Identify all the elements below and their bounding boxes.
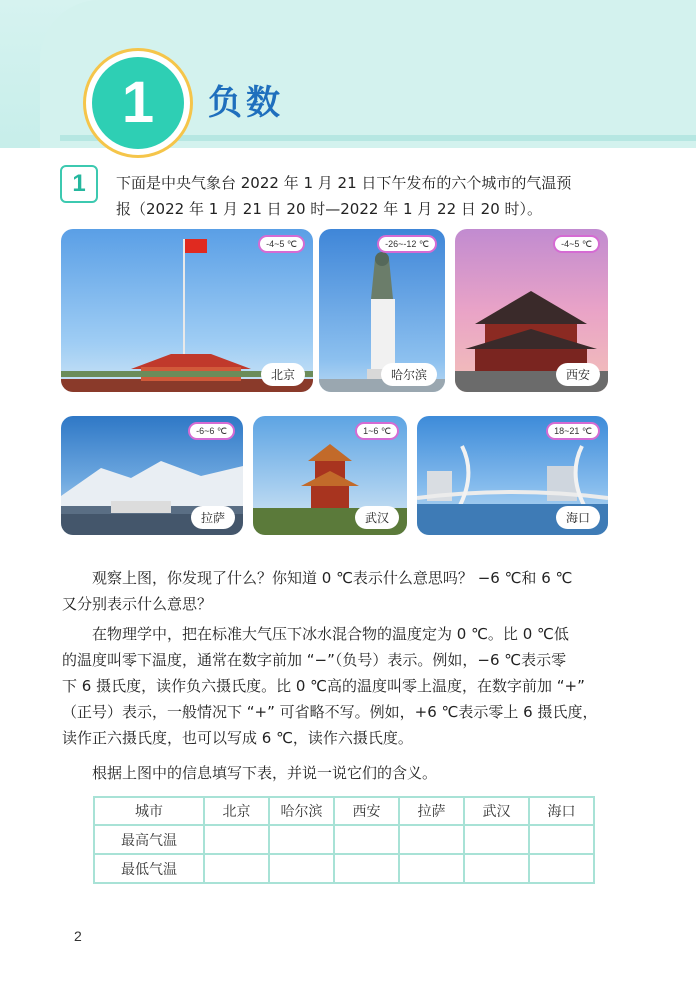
table-header-cell: 武汉 [464,797,529,825]
paragraph-definition-line-5: 读作正六摄氏度，也可以写成 6 ℃，读作六摄氏度。 [62,729,413,747]
city-tag-lhasa: 拉萨 [191,506,235,529]
photo-beijing [61,229,313,392]
photo-xian [455,229,608,392]
chapter-number-badge [92,57,184,149]
chapter-title: 负数 [208,83,284,123]
paragraph-definition-line-3: 下 6 摄氏度，读作负六摄氏度。比 0 ℃高的温度叫零上温度，在数字前加 “+” [62,677,585,695]
table-input-cell[interactable] [529,854,594,883]
question-text-line-1: 下面是中央气象台 2022 年 1 月 21 日下午发布的六个城市的气温预 [116,174,572,192]
table-header-cell: 拉萨 [399,797,464,825]
table-input-cell[interactable] [334,825,399,854]
temp-tag-beijing: -4~5 ℃ [258,235,305,253]
temperature-table [93,796,595,884]
photo-harbin [319,229,445,392]
table-input-cell[interactable] [399,825,464,854]
city-tag-wuhan: 武汉 [355,506,399,529]
paragraph-observe [62,565,638,617]
city-tag-harbin: 哈尔滨 [381,363,437,386]
paragraph-definition-line-1: 在物理学中，把在标准大气压下冰水混合物的温度定为 0 ℃。比 0 ℃低 [92,625,569,643]
table-input-cell[interactable] [399,854,464,883]
paragraph-definition [62,621,638,751]
photo-haikou [417,416,608,535]
paragraph-observe-line-2: 又分别表示什么意思？ [62,595,213,613]
city-tag-haikou: 海口 [556,506,600,529]
question-number-badge [60,165,98,203]
table-input-cell[interactable] [269,825,334,854]
photo-lhasa [61,416,243,535]
temp-tag-haikou: 18~21 ℃ [546,422,600,440]
table-input-cell[interactable] [464,825,529,854]
city-tag-beijing: 北京 [261,363,305,386]
chapter-number: 1 [121,70,155,135]
temp-tag-xian: -4~5 ℃ [553,235,600,253]
paragraph-instruction: 根据上图中的信息填写下表，并说一说它们的含义。 [92,764,438,782]
temp-tag-harbin: -26~-12 ℃ [377,235,437,253]
question-text-line-2: 报（2022 年 1 月 21 日 20 时—2022 年 1 月 22 日 20 时）。 [116,200,543,218]
table-input-cell[interactable] [269,854,334,883]
photo-wuhan [253,416,407,535]
paragraph-observe-line-1: 观察上图，你发现了什么？你知道 0 ℃表示什么意思吗？ −6 ℃和 6 ℃ [92,569,573,587]
paragraph-definition-line-2: 的温度叫零下温度，通常在数字前加 “−”（负号）表示。例如，−6 ℃表示零 [62,651,567,669]
table-row-label: 最高气温 [94,825,204,854]
table-header-cell: 城市 [94,797,204,825]
table-header-row [94,797,594,825]
table-header-cell: 北京 [204,797,269,825]
temp-tag-wuhan: 1~6 ℃ [355,422,399,440]
table-header-cell: 哈尔滨 [269,797,334,825]
table-header-cell: 海口 [529,797,594,825]
page-number: 2 [74,928,82,944]
table-input-cell[interactable] [334,854,399,883]
table-header-cell: 西安 [334,797,399,825]
table-row-low [94,854,594,883]
table-input-cell[interactable] [204,854,269,883]
question-text [116,170,636,222]
table-input-cell[interactable] [464,854,529,883]
table-row-high [94,825,594,854]
question-number: 1 [72,170,86,197]
paragraph-definition-line-4: （正号）表示，一般情况下 “+” 可省略不写。例如，+6 ℃表示零上 6 摄氏度， [62,703,598,721]
table-input-cell[interactable] [529,825,594,854]
table-input-cell[interactable] [204,825,269,854]
city-tag-xian: 西安 [556,363,600,386]
table-row-label: 最低气温 [94,854,204,883]
temp-tag-lhasa: -6~6 ℃ [188,422,235,440]
